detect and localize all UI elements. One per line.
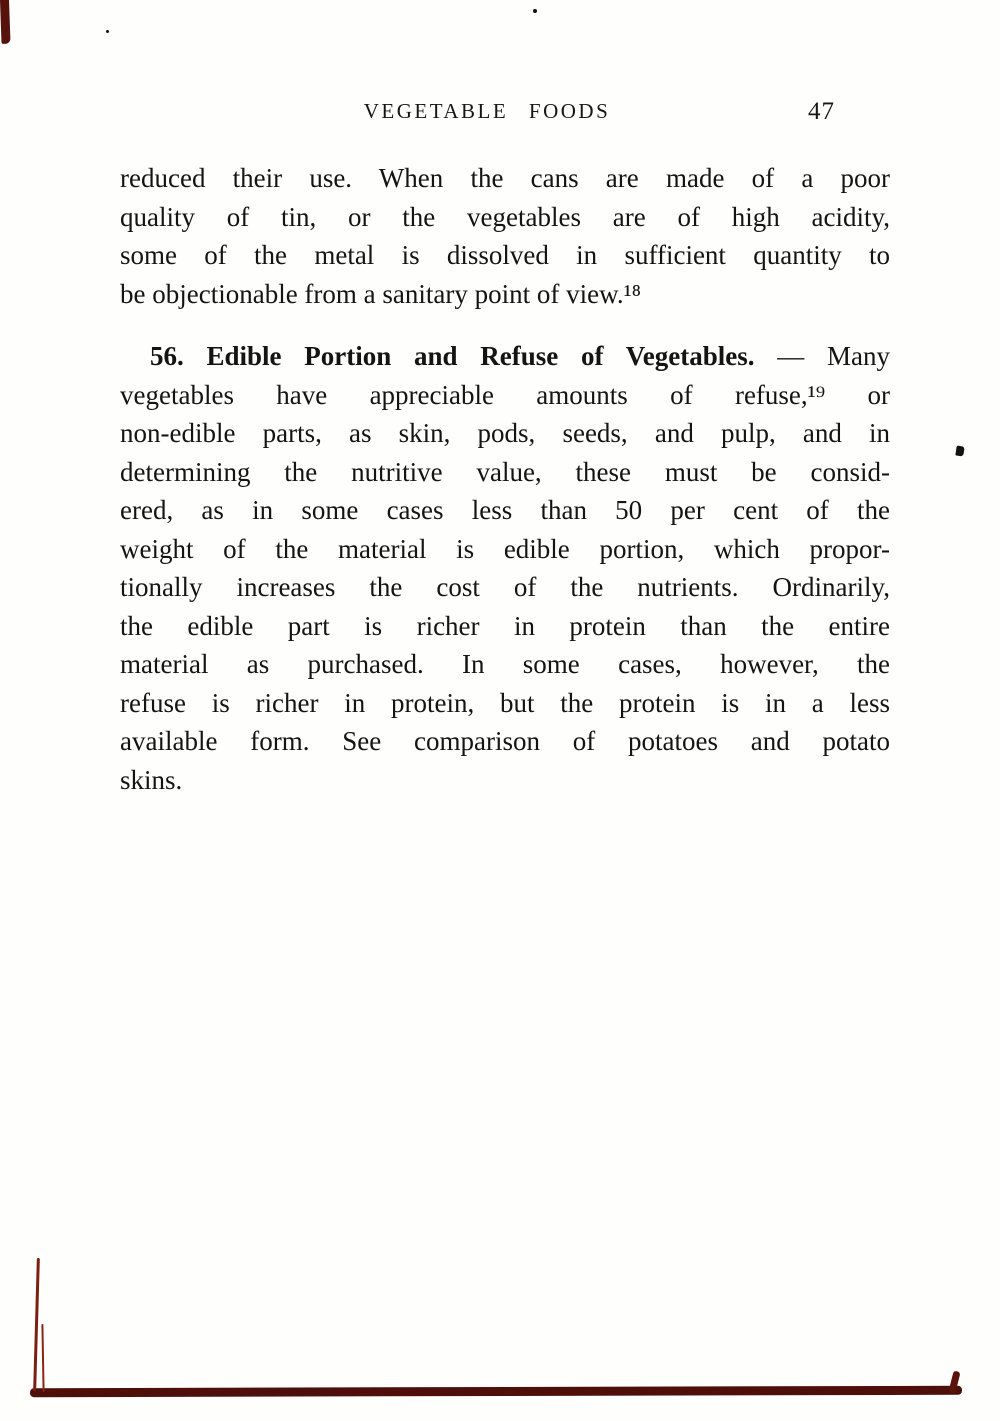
text-line: non-edible parts, as skin, pods, seeds, and pulp, and in xyxy=(120,418,890,448)
scan-speck xyxy=(533,9,537,13)
text-line: reduced their use. When the cans are made of a poor xyxy=(120,163,890,193)
text-line: refuse is richer in protein, but the protein is in a less xyxy=(120,687,890,718)
running-header-title: VEGETABLE FOODS xyxy=(363,99,611,123)
scan-crease-line xyxy=(33,1258,40,1391)
text-line: be objectionable from a sanitary point of view.¹⁸ xyxy=(120,278,642,309)
text-line: vegetables have appreciable amounts of refuse,¹⁹ or xyxy=(120,379,890,410)
text-line: available form. See comparison of potatoes and potato xyxy=(120,726,890,756)
scan-speck xyxy=(106,30,109,33)
page-number: 47 xyxy=(808,98,835,125)
text-line: some of the metal is dissolved in sufficient quantity to xyxy=(120,240,890,270)
scan-edge-artifact-top-left xyxy=(0,0,11,44)
text-line: quality of tin, or the vegetables are of high acidity, xyxy=(120,201,890,232)
scan-ink-blot xyxy=(955,445,964,456)
text-line: weight of the material is edible portion, which propor- xyxy=(120,533,890,564)
section-heading-bold: 56. Edible Portion and Refuse of Vegetables. xyxy=(150,341,755,371)
section-heading-rest: — Many xyxy=(754,341,890,371)
text-line: tionally increases the cost of the nutrients. Ordinarily, xyxy=(120,572,890,602)
text-line: determining the nutritive value, these must be consid- xyxy=(120,456,890,487)
paragraph-section-56 xyxy=(120,337,890,799)
text-line: ered, as in some cases less than 50 per cent of the xyxy=(120,495,890,525)
text-line: skins. xyxy=(120,764,183,795)
scan-edge-artifact-bottom-bar xyxy=(30,1386,962,1397)
section-heading-line xyxy=(120,337,890,376)
paragraph-continuation xyxy=(120,159,890,313)
text-line: the edible part is richer in protein than the entire xyxy=(120,610,890,641)
scan-crease-line xyxy=(41,1324,44,1392)
text-line: material as purchased. In some cases, however, the xyxy=(120,649,890,679)
